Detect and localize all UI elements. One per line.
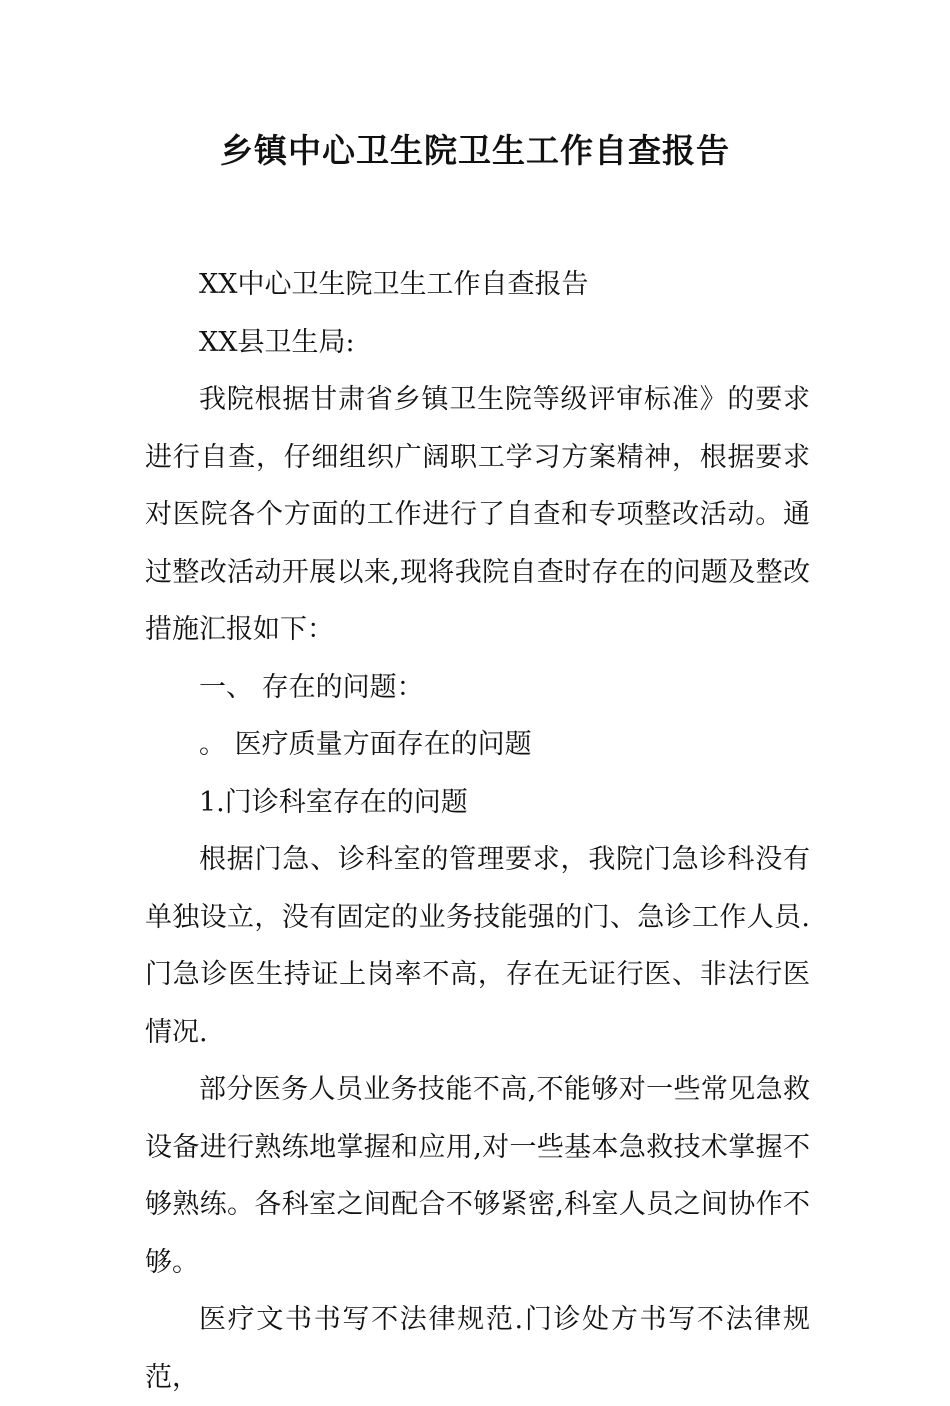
- records-paragraph: 医疗文书书写不法律规范.门诊处方书写不法律规范，: [145, 1304, 810, 1393]
- outpatient-paragraph: 根据门急、诊科室的管理要求，我院门急诊科没有单独设立，没有固定的业务技能强的门、急诊工作人员.门急诊医生持证上岗率不高，存在无证行医、非法行医情况.: [145, 844, 810, 1048]
- report-heading-line: XX中心卫生院卫生工作自查报告: [199, 269, 589, 300]
- recipient-line: XX县卫生局:: [199, 326, 355, 358]
- intro-paragraph: 我院根据甘肃省乡镇卫生院等级评审标准》的要求进行自查，仔细组织广阔职工学习方案精神，根据要求对医院各个方面的工作进行了自查和专项整改活动。通过整改活动开展以来,现将我院自查时存在的问题及整改措施汇报如下：: [145, 384, 810, 645]
- document-body: [145, 256, 810, 1406]
- subsection-heading-medical-quality: 。 医疗质量方面存在的问题: [199, 729, 532, 760]
- document-title: 乡镇中心卫生院卫生工作自查报告: [220, 131, 730, 170]
- section-heading-problems: 一、 存在的问题：: [199, 671, 424, 703]
- skills-paragraph: 部分医务人员业务技能不高,不能够对一些常见急救设备进行熟练地掌握和应用,对一些基本急救技术掌握不够熟练。各科室之间配合不够紧密,科室人员之间协作不够。: [145, 1074, 810, 1278]
- item-heading-outpatient: 1.门诊科室存在的问题: [199, 786, 468, 818]
